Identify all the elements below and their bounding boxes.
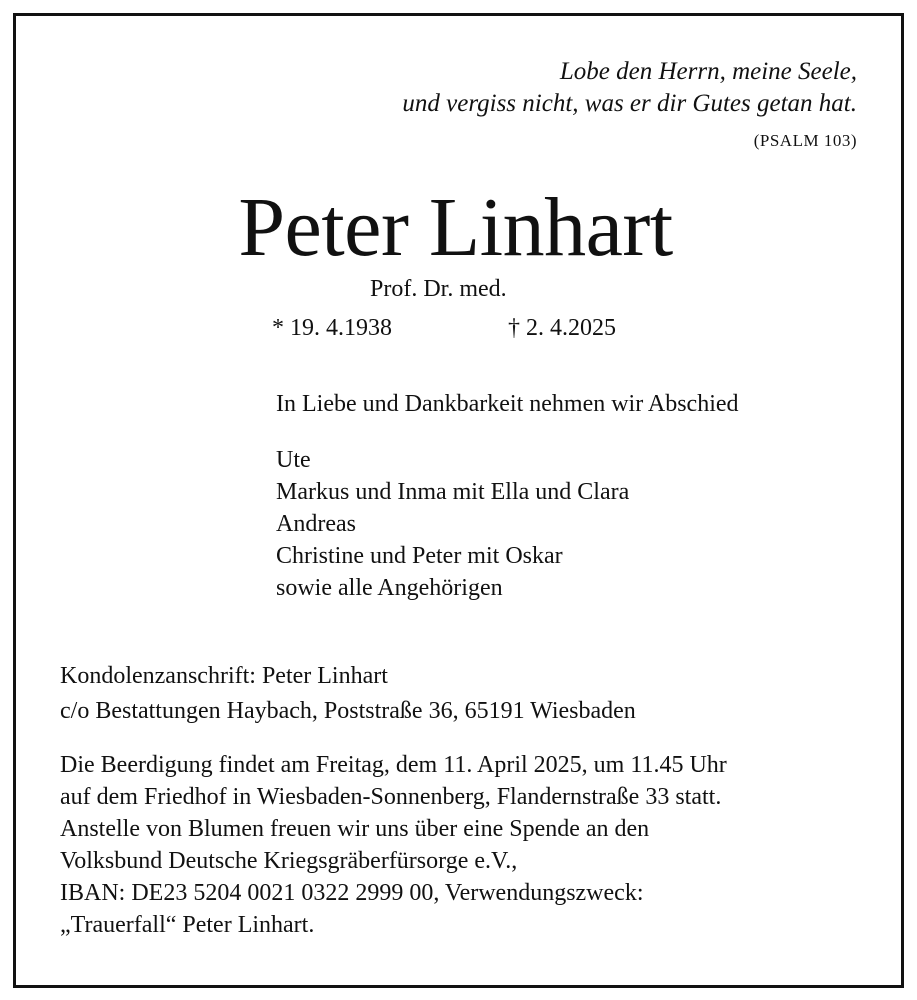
funeral-line: auf dem Friedhof in Wiesbaden-Sonnenberg, Flandernstraße 33 statt. <box>60 784 722 810</box>
farewell-line: In Liebe und Dankbarkeit nehmen wir Abschied <box>276 391 739 417</box>
deceased-name: Peter Linhart <box>238 181 673 274</box>
psalm-line-1: Lobe den Herrn, meine Seele, <box>559 58 857 85</box>
mourner-name: sowie alle Angehörigen <box>276 575 503 601</box>
funeral-line: Anstelle von Blumen freuen wir uns über eine Spende an den <box>60 816 650 842</box>
psalm-reference: (PSALM 103) <box>753 131 857 150</box>
funeral-line: IBAN: DE23 5204 0021 0322 2999 00, Verwendungszweck: <box>60 880 644 906</box>
psalm-line-2: und vergiss nicht, was er dir Gutes getan hat. <box>402 90 857 117</box>
death-date: † 2. 4.2025 <box>508 315 616 341</box>
mourner-name: Christine und Peter mit Oskar <box>276 543 563 569</box>
mourners-list <box>276 444 629 604</box>
mourner-name: Andreas <box>276 511 356 537</box>
funeral-line: Volksbund Deutsche Kriegsgräberfürsorge e.V., <box>60 848 518 874</box>
funeral-line: Die Beerdigung findet am Freitag, dem 11. April 2025, um 11.45 Uhr <box>60 752 727 778</box>
condolence-address <box>60 659 636 729</box>
funeral-line: „Trauerfall“ Peter Linhart. <box>60 912 315 938</box>
mourner-name: Ute <box>276 447 311 473</box>
condolence-line-2: c/o Bestattungen Haybach, Poststraße 36, 65191 Wiesbaden <box>60 698 636 724</box>
birth-date: * 19. 4.1938 <box>272 315 392 341</box>
deceased-title: Prof. Dr. med. <box>370 276 507 302</box>
funeral-details <box>60 749 727 941</box>
mourner-name: Markus und Inma mit Ella und Clara <box>276 479 630 505</box>
condolence-line-1: Kondolenzanschrift: Peter Linhart <box>60 663 388 689</box>
psalm-quote <box>402 56 857 120</box>
